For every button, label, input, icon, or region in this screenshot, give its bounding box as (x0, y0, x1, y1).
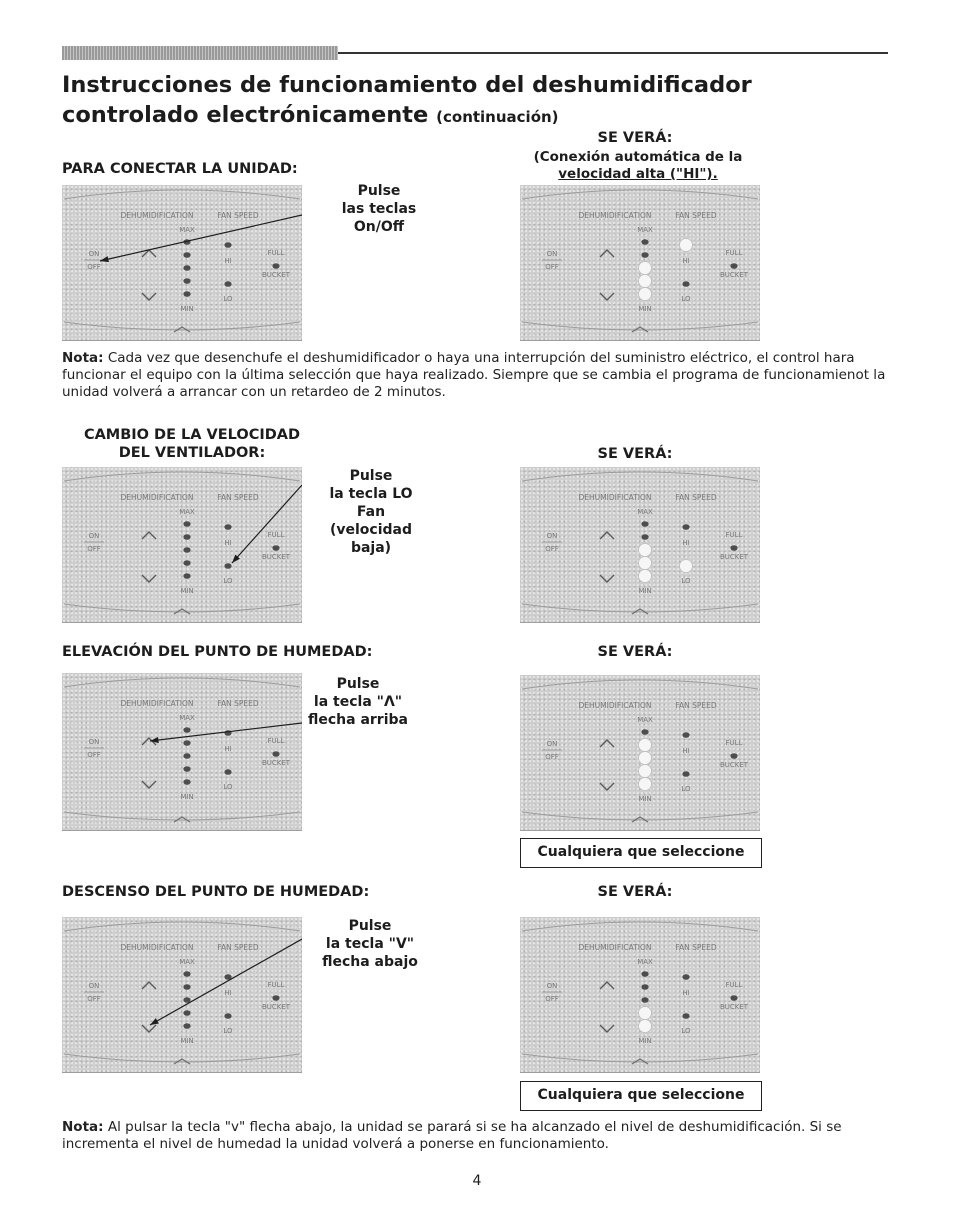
down-arrow-key (142, 1025, 156, 1032)
humidity-level-dot (639, 739, 652, 752)
instruction-1: Pulse las teclas On/Off (341, 183, 417, 235)
heading-raise-humidity: ELEVACIÓN DEL PUNTO DE HUMEDAD: (62, 644, 373, 660)
humidity-level-dot (183, 291, 190, 297)
full-label: FULL (267, 981, 285, 989)
humidity-level-dot (183, 727, 190, 733)
humidity-level-dot (639, 778, 652, 791)
fan-lo-dot (224, 769, 231, 775)
fan-lo-dot (224, 563, 231, 569)
pointer-arrowhead (150, 1018, 159, 1025)
min-label: MIN (638, 305, 652, 313)
lo-label: LO (223, 577, 233, 585)
fan-hi-dot (680, 239, 693, 252)
down-arrow-key (600, 783, 614, 790)
off-label: OFF (87, 545, 101, 553)
on-label: ON (546, 532, 558, 540)
humidity-level-dot (639, 557, 652, 570)
humidity-level-dot (641, 521, 648, 527)
dehumidification-label: DEHUMIDIFICATION (578, 701, 652, 710)
bucket-full-dot (272, 263, 279, 269)
bucket-label: BUCKET (261, 271, 291, 279)
on-label: ON (88, 982, 100, 990)
down-arrow-key (600, 293, 614, 300)
bucket-full-dot (730, 263, 737, 269)
panel-bottom-edge (522, 604, 758, 612)
max-label: MAX (179, 226, 195, 234)
down-arrow-key (600, 1025, 614, 1032)
bucket-label: BUCKET (261, 759, 291, 767)
humidity-level-dot (639, 570, 652, 583)
title-continuation: (continuación) (436, 108, 559, 126)
panel-bottom-edge (64, 322, 300, 330)
lo-label: LO (681, 577, 691, 585)
up-arrow-key (600, 982, 614, 989)
humidity-level-dot (183, 547, 190, 553)
fan-speed-label: FAN SPEED (675, 493, 717, 502)
on-label: ON (546, 982, 558, 990)
max-label: MAX (637, 508, 653, 516)
control-panel-press-on-off (62, 185, 302, 341)
humidity-level-dot (639, 1007, 652, 1020)
panel-bottom-edge (64, 812, 300, 820)
bucket-full-dot (272, 545, 279, 551)
fan-lo-dot (682, 281, 689, 287)
bucket-label: BUCKET (719, 271, 749, 279)
top-rule (62, 46, 888, 60)
bucket-full-dot (730, 753, 737, 759)
panel-bottom-edge (64, 604, 300, 612)
humidity-level-dot (639, 275, 652, 288)
humidity-level-dot (183, 1010, 190, 1016)
lo-label: LO (223, 295, 233, 303)
bucket-full-dot (730, 995, 737, 1001)
up-arrow-key (142, 982, 156, 989)
full-label: FULL (267, 737, 285, 745)
panel-bottom-edge (522, 322, 758, 330)
fan-hi-dot (682, 732, 689, 738)
panel-top-edge (64, 922, 300, 931)
full-label: FULL (725, 531, 743, 539)
lo-label: LO (223, 1027, 233, 1035)
min-label: MIN (180, 793, 194, 801)
dehumidification-label: DEHUMIDIFICATION (578, 943, 652, 952)
fan-speed-label: FAN SPEED (675, 701, 717, 710)
bucket-label: BUCKET (719, 761, 749, 769)
page-title: Instrucciones de funcionamiento del deshumidificador controlado electrónicamente (continuación) (62, 72, 752, 128)
heading-fan-speed: CAMBIO DE LA VELOCIDAD DEL VENTILADOR: (83, 427, 301, 461)
any-selection-box-1: Cualquiera que seleccione (520, 838, 762, 868)
off-label: OFF (545, 995, 559, 1003)
hi-label: HI (682, 539, 690, 547)
humidity-level-dot (641, 239, 648, 245)
fan-hi-dot (224, 242, 231, 248)
instruction-2: Pulse la tecla LO Fan (velocidad baja) (329, 468, 413, 556)
down-arrow-key (600, 575, 614, 582)
humidity-level-dot (183, 560, 190, 566)
off-label: OFF (545, 545, 559, 553)
humidity-level-dot (183, 252, 190, 258)
panel-top-edge (522, 472, 758, 481)
bucket-full-dot (272, 995, 279, 1001)
dehumidification-label: DEHUMIDIFICATION (120, 493, 194, 502)
max-label: MAX (179, 508, 195, 516)
fan-speed-label: FAN SPEED (217, 699, 259, 708)
fan-hi-dot (682, 524, 689, 530)
fan-speed-label: FAN SPEED (217, 493, 259, 502)
lo-label: LO (223, 783, 233, 791)
page-number: 4 (472, 1173, 482, 1189)
control-panel-result-up (520, 675, 760, 831)
on-label: ON (546, 740, 558, 748)
humidity-level-dot (639, 288, 652, 301)
panel-bottom-edge (522, 1054, 758, 1062)
result-heading-2: SE VERÁ: (597, 446, 673, 462)
on-label: ON (88, 250, 100, 258)
humidity-level-dot (183, 265, 190, 271)
humidity-level-dot (183, 779, 190, 785)
min-label: MIN (638, 587, 652, 595)
lo-label: LO (681, 1027, 691, 1035)
hi-label: HI (224, 745, 232, 753)
result-caption-1: (Conexión automática de la velocidad alta ("HI"). (533, 149, 743, 182)
hi-label: HI (682, 989, 690, 997)
down-arrow-key (142, 575, 156, 582)
min-label: MIN (180, 587, 194, 595)
off-label: OFF (87, 751, 101, 759)
off-label: OFF (87, 995, 101, 1003)
off-label: OFF (545, 263, 559, 271)
result-heading-4: SE VERÁ: (597, 884, 673, 900)
dehumidification-label: DEHUMIDIFICATION (120, 699, 194, 708)
bucket-label: BUCKET (261, 1003, 291, 1011)
control-panel-press-up (62, 673, 302, 831)
min-label: MIN (638, 795, 652, 803)
fan-lo-dot (682, 1013, 689, 1019)
humidity-level-dot (641, 534, 648, 540)
max-label: MAX (637, 958, 653, 966)
fan-speed-label: FAN SPEED (675, 211, 717, 220)
dehumidification-label: DEHUMIDIFICATION (120, 943, 194, 952)
max-label: MAX (637, 716, 653, 724)
fan-lo-dot (224, 281, 231, 287)
fan-speed-label: FAN SPEED (675, 943, 717, 952)
humidity-level-dot (183, 753, 190, 759)
humidity-level-dot (639, 262, 652, 275)
result-heading-1: SE VERÁ: (597, 130, 673, 146)
humidity-level-dot (641, 984, 648, 990)
fan-lo-dot (682, 771, 689, 777)
humidity-level-dot (183, 984, 190, 990)
bucket-full-dot (730, 545, 737, 551)
up-arrow-key (600, 740, 614, 747)
bucket-label: BUCKET (261, 553, 291, 561)
down-arrow-key (142, 293, 156, 300)
on-label: ON (88, 738, 100, 746)
dehumidification-label: DEHUMIDIFICATION (578, 493, 652, 502)
humidity-level-dot (183, 573, 190, 579)
full-label: FULL (725, 981, 743, 989)
bucket-label: BUCKET (719, 553, 749, 561)
full-label: FULL (725, 739, 743, 747)
control-panel-result-down (520, 917, 760, 1073)
humidity-level-dot (183, 278, 190, 284)
on-label: ON (546, 250, 558, 258)
fan-hi-dot (224, 524, 231, 530)
full-label: FULL (267, 531, 285, 539)
humidity-level-dot (639, 544, 652, 557)
humidity-level-dot (639, 765, 652, 778)
instruction-3: Pulse la tecla "Λ" flecha arriba (308, 676, 408, 728)
panel-bottom-edge (522, 812, 758, 820)
bucket-label: BUCKET (719, 1003, 749, 1011)
fan-speed-label: FAN SPEED (217, 943, 259, 952)
note-down-arrow: Nota: Al pulsar la tecla "v" flecha abajo, la unidad se parará si se ha alcanzado el nivel de deshumidificación. Si se incrementa el nivel de humedad la unidad volverá a ponerse en funcionamiento. (62, 1119, 842, 1152)
bucket-full-dot (272, 751, 279, 757)
hi-label: HI (682, 747, 690, 755)
down-arrow-key (142, 781, 156, 788)
fan-speed-label: FAN SPEED (217, 211, 259, 220)
panel-top-edge (64, 190, 300, 199)
result-heading-3: SE VERÁ: (597, 644, 673, 660)
humidity-level-dot (639, 752, 652, 765)
note-power-interruption: Nota: Cada vez que desenchufe el deshumidificador o haya una interrupción del suministro eléctrico, el control hara funcionar el equipo con la última selección que haya realizado. Siempre que se cambia el programa de funcionamienot la unidad volverá a arrancar con un retardeo de 2 minutos. (62, 350, 886, 400)
humidity-level-dot (183, 740, 190, 746)
control-panel-result-hi (520, 185, 760, 341)
panel-top-edge (522, 922, 758, 931)
hi-label: HI (224, 539, 232, 547)
full-label: FULL (267, 249, 285, 257)
hi-label: HI (224, 257, 232, 265)
any-selection-box-2: Cualquiera que seleccione (520, 1081, 762, 1111)
humidity-level-dot (641, 971, 648, 977)
max-label: MAX (637, 226, 653, 234)
control-panel-press-down (62, 917, 302, 1073)
fan-lo-dot (224, 1013, 231, 1019)
panel-top-edge (64, 678, 300, 687)
humidity-level-dot (183, 971, 190, 977)
max-label: MAX (179, 958, 195, 966)
heading-lower-humidity: DESCENSO DEL PUNTO DE HUMEDAD: (62, 884, 370, 900)
max-label: MAX (179, 714, 195, 722)
off-label: OFF (87, 263, 101, 271)
humidity-level-dot (183, 534, 190, 540)
off-label: OFF (545, 753, 559, 761)
up-arrow-key (142, 532, 156, 539)
fan-lo-dot (680, 560, 693, 573)
humidity-level-dot (641, 252, 648, 258)
min-label: MIN (180, 305, 194, 313)
panel-top-edge (64, 472, 300, 481)
humidity-level-dot (183, 1023, 190, 1029)
min-label: MIN (180, 1037, 194, 1045)
dehumidification-label: DEHUMIDIFICATION (578, 211, 652, 220)
hi-label: HI (224, 989, 232, 997)
humidity-level-dot (641, 997, 648, 1003)
humidity-level-dot (641, 729, 648, 735)
instruction-4: Pulse la tecla "V" flecha abajo (322, 918, 418, 970)
heading-connect-unit: PARA CONECTAR LA UNIDAD: (62, 161, 298, 177)
full-label: FULL (725, 249, 743, 257)
up-arrow-key (600, 250, 614, 257)
hi-label: HI (682, 257, 690, 265)
panel-bottom-edge (64, 1054, 300, 1062)
min-label: MIN (638, 1037, 652, 1045)
fan-hi-dot (682, 974, 689, 980)
panel-top-edge (522, 190, 758, 199)
lo-label: LO (681, 785, 691, 793)
on-label: ON (88, 532, 100, 540)
humidity-level-dot (639, 1020, 652, 1033)
panel-top-edge (522, 680, 758, 689)
humidity-level-dot (183, 521, 190, 527)
control-panel-press-lo (62, 467, 302, 623)
control-panel-result-lo (520, 467, 760, 623)
lo-label: LO (681, 295, 691, 303)
up-arrow-key (600, 532, 614, 539)
dehumidification-label: DEHUMIDIFICATION (120, 211, 194, 220)
humidity-level-dot (183, 766, 190, 772)
